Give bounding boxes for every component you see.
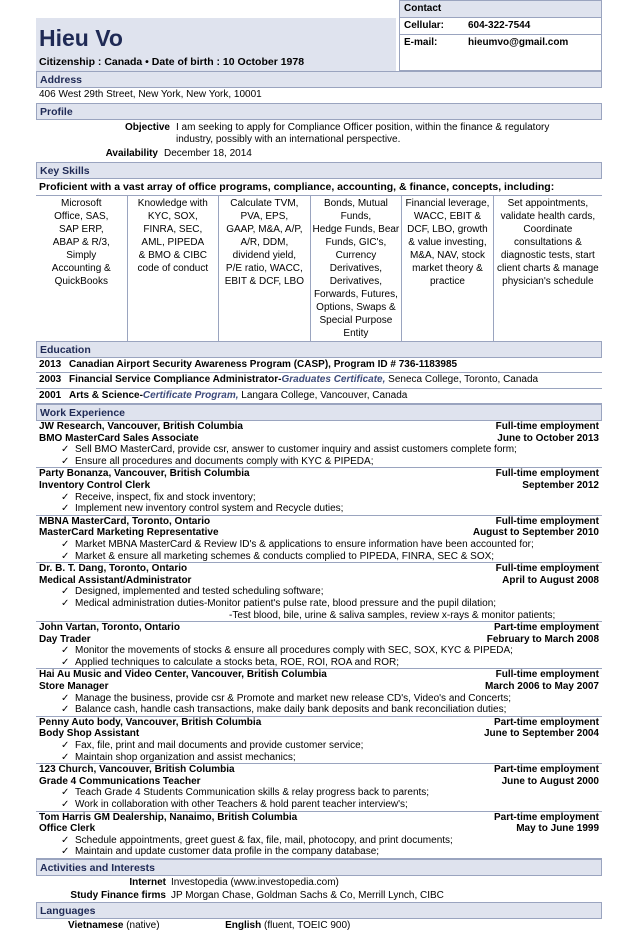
job-company: 123 Church, Vancouver, British Columbia xyxy=(39,764,235,776)
skill-item: practice xyxy=(429,275,465,287)
job-role-row xyxy=(39,681,599,693)
job-role-row xyxy=(39,728,599,740)
activity-finance-label: Study Finance firms xyxy=(70,889,166,901)
job-bullet: ✓ Maintain shop organization and assist mechanics; xyxy=(39,752,599,764)
skill-item: physician's schedule xyxy=(502,275,594,287)
email-label: E-mail: xyxy=(404,37,438,48)
job-bullet: ✓ Designed, implemented and tested scheduling software; xyxy=(39,586,599,598)
job-bullet: ✓ Applied techniques to calculate a stocks beta, ROE, ROI, ROA and ROR; xyxy=(39,657,599,669)
skill-item: validate health cards, xyxy=(500,210,596,222)
work-experience-list xyxy=(36,421,602,859)
job-bullet: ✓ Maintain and update customer data profile in the company database; xyxy=(39,846,599,858)
job-bullet: ✓ Balance cash, handle cash transactions, make daily bank deposits and bank reconciliation duties; xyxy=(39,704,599,716)
skill-item: QuickBooks xyxy=(54,275,108,287)
job-role: Inventory Control Clerk xyxy=(39,479,151,491)
job-bullet: ✓ Medical administration duties-Monitor patient's pulse rate, blood pressure and the pupil dilation; xyxy=(39,598,599,610)
skills-intro: Proficient with a vast array of office programs, compliance, accounting, & finance, concepts, including: xyxy=(39,180,555,193)
education-section-title: Education xyxy=(36,341,602,358)
job-type: Full-time employment xyxy=(495,468,599,480)
language-1-level: (native) xyxy=(126,919,160,931)
cell-value: 604-322-7544 xyxy=(468,20,531,31)
job-bullet: ✓ Receive, inspect, fix and stock inventory; xyxy=(39,492,599,504)
job-role: Store Manager xyxy=(39,681,109,693)
availability-label: Availability xyxy=(105,147,158,159)
job-entry xyxy=(36,622,602,669)
job-company-row xyxy=(39,669,599,681)
job-role-row xyxy=(39,776,599,788)
skill-item: client charts & manage xyxy=(497,262,599,274)
job-role: Office Clerk xyxy=(39,823,96,835)
education-degree: Financial Service Compliance Administrator- xyxy=(69,374,282,385)
skill-column xyxy=(219,196,311,341)
education-school: Seneca College, Toronto, Canada xyxy=(385,374,539,385)
job-type: Full-time employment xyxy=(495,421,599,432)
job-bullet-continuation: -Test blood, bile, urine & saliva samples, review x-rays & monitor patients; xyxy=(229,609,556,621)
profile-section-title: Profile xyxy=(36,103,602,120)
language-2: English xyxy=(225,919,262,931)
objective-row xyxy=(36,120,602,146)
job-type: Part-time employment xyxy=(493,622,599,634)
contact-email-row xyxy=(400,35,601,52)
skill-item: Office, SAS, xyxy=(54,210,109,222)
job-company-row xyxy=(39,717,599,729)
job-entry xyxy=(36,812,602,859)
skill-column xyxy=(494,196,602,341)
languages-row xyxy=(36,919,602,933)
job-dates: June to October 2013 xyxy=(497,432,599,444)
skill-item: M&A, NAV, stock xyxy=(409,249,485,261)
skill-column xyxy=(36,196,128,341)
skill-item: Options, Swaps & xyxy=(316,301,396,313)
job-role-row xyxy=(39,527,599,539)
job-company-row xyxy=(39,764,599,776)
skill-item: EBIT & DCF, LBO xyxy=(224,275,305,287)
skill-column xyxy=(311,196,403,341)
skill-item: KYC, SOX, xyxy=(147,210,198,222)
job-bullet: ✓ Work in collaboration with other Teachers & hold parent teacher interview's; xyxy=(39,799,599,811)
job-entry xyxy=(36,563,602,622)
job-entry xyxy=(36,421,602,468)
job-company: Tom Harris GM Dealership, Nanaimo, British Columbia xyxy=(39,811,298,823)
resume-header xyxy=(36,0,602,71)
job-entry xyxy=(36,468,602,515)
job-company: Penny Auto body, Vancouver, British Columbia xyxy=(39,716,262,728)
job-dates: June to August 2000 xyxy=(501,775,599,787)
skill-item: Accounting & xyxy=(51,262,111,274)
skill-column xyxy=(402,196,494,341)
skill-item: DCF, LBO, growth xyxy=(407,223,488,235)
language-2-level: (fluent, TOEIC 900) xyxy=(264,919,351,931)
job-type: Part-time employment xyxy=(493,764,599,776)
job-bullet: ✓ Teach Grade 4 Students Communication skills & relay progress back to parents; xyxy=(39,787,599,799)
skill-item: AML, PIPEDA xyxy=(141,236,205,248)
job-role-row xyxy=(39,575,599,587)
skill-item: Simply xyxy=(66,249,97,261)
job-dates: September 2012 xyxy=(522,479,599,491)
job-role: BMO MasterCard Sales Associate xyxy=(39,432,199,444)
candidate-name: Hieu Vo xyxy=(39,25,123,51)
resume-page xyxy=(36,0,602,933)
job-dates: August to September 2010 xyxy=(472,527,599,539)
job-dates: June to September 2004 xyxy=(483,728,599,740)
objective-line-2: industry, possibly with an international perspective. xyxy=(176,133,401,145)
education-degree: Canadian Airport Security Awareness Program (CASP), Program ID # 736-1183985 xyxy=(69,358,458,370)
address-section-title: Address xyxy=(36,71,602,88)
job-company-row xyxy=(39,468,599,480)
skill-item: Bonds, Mutual Funds, xyxy=(323,197,388,222)
education-item xyxy=(36,373,602,389)
skill-item: ABAP & R/3, xyxy=(52,236,110,248)
contact-title: Contact xyxy=(400,1,601,18)
education-year: 2013 xyxy=(39,358,62,370)
job-role: MasterCard Marketing Representative xyxy=(39,527,219,539)
language-1: Vietnamese xyxy=(68,919,124,931)
job-type: Part-time employment xyxy=(493,811,599,823)
skill-item: A/R, DDM, xyxy=(240,236,289,248)
job-role: Grade 4 Communications Teacher xyxy=(39,775,201,787)
activity-internet-row xyxy=(36,876,602,889)
education-cert: Certificate Program, xyxy=(142,389,239,401)
skills-grid xyxy=(36,195,602,341)
job-entry xyxy=(36,717,602,764)
skill-item: Derivatives, Derivatives, xyxy=(329,262,383,287)
job-bullet: ✓ Schedule appointments, greet guest & fax, file, mail, photocopy, and print documents; xyxy=(39,835,599,847)
job-company-row xyxy=(39,421,599,433)
job-dates: February to March 2008 xyxy=(486,633,599,645)
skill-column xyxy=(128,196,220,341)
availability-row xyxy=(36,146,602,162)
email-value[interactable]: hieumvo@gmail.com xyxy=(468,37,569,48)
job-dates: March 2006 to May 2007 xyxy=(485,681,599,693)
job-dates: April to August 2008 xyxy=(502,574,599,586)
activity-finance-row xyxy=(36,889,602,902)
skill-item: Financial leverage, xyxy=(405,197,490,209)
job-company: JW Research, Vancouver, British Columbia xyxy=(39,421,243,432)
skill-item: consultations & xyxy=(513,236,582,248)
languages-section-title: Languages xyxy=(36,902,602,919)
skill-item: code of conduct xyxy=(137,262,209,274)
education-item xyxy=(36,358,602,374)
job-company: MBNA MasterCard, Toronto, Ontario xyxy=(39,515,211,527)
education-school: Langara College, Vancouver, Canada xyxy=(238,389,408,401)
job-bullet: ✓ Ensure all procedures and documents comply with KYC & PIPEDA; xyxy=(39,456,599,468)
skill-item: Funds, GIC's, Currency xyxy=(325,236,387,261)
skill-item: Special Purpose Entity xyxy=(319,314,393,339)
job-company: Party Bonanza, Vancouver, British Columbia xyxy=(39,468,250,480)
job-role: Body Shop Assistant xyxy=(39,728,140,740)
job-company-row xyxy=(39,622,599,634)
skill-item: GAAP, M&A, A/P, xyxy=(226,223,303,235)
skill-item: Coordinate xyxy=(523,223,573,235)
job-company: Hai Au Music and Video Center, Vancouver, British Columbia xyxy=(39,669,327,681)
skill-item: & BMO & CIBC xyxy=(138,249,207,261)
job-company: Dr. B. T. Dang, Toronto, Ontario xyxy=(39,563,188,575)
activity-internet-value: Investopedia (www.investopedia.com) xyxy=(171,876,339,888)
job-bullet: ✓ Monitor the movements of stocks & ensure all procedures comply with SEC, SOX, KYC & PIPEDA; xyxy=(39,645,599,657)
education-cert: Graduates Certificate, xyxy=(281,374,386,385)
education-degree: Arts & Science- xyxy=(69,389,143,401)
cell-label: Cellular: xyxy=(404,20,445,31)
job-type: Full-time employment xyxy=(495,669,599,681)
skill-item: FINRA, SEC, xyxy=(143,223,203,235)
skill-item: PVA, EPS, xyxy=(240,210,289,222)
skill-item: SAP ERP, xyxy=(58,223,104,235)
contact-box xyxy=(399,0,602,71)
job-bullet: ✓ Market & ensure all marketing schemes & conducts complied to PIPEDA, FINRA, SEC & SOX; xyxy=(39,551,599,563)
availability-value: December 18, 2014 xyxy=(164,147,252,159)
education-item xyxy=(36,389,602,405)
job-company-row xyxy=(39,516,599,528)
skill-item: dividend yield, xyxy=(232,249,297,261)
job-company-row xyxy=(39,563,599,575)
job-role-row xyxy=(39,480,599,492)
job-role-row xyxy=(39,433,599,445)
job-bullet: ✓ Manage the business, provide csr & Promote and market new release CD's, Video's and Concerts; xyxy=(39,693,599,705)
skill-item: market theory & xyxy=(412,262,483,274)
education-year: 2001 xyxy=(39,389,62,401)
skill-item: Forwards, Futures, xyxy=(313,288,398,300)
job-bullet: ✓ Market MBNA MasterCard & Review ID's & applications to ensure information have been accounted for; xyxy=(39,539,599,551)
job-bullet: ✓ Implement new inventory control system and Recycle duties; xyxy=(39,503,599,515)
skill-item: Knowledge with xyxy=(137,197,208,209)
objective-value xyxy=(176,120,602,146)
skill-item: Calculate TVM, xyxy=(230,197,299,209)
job-role-row xyxy=(39,634,599,646)
job-type: Full-time employment xyxy=(495,515,599,527)
job-bullet: ✓ Fax, file, print and mail documents and provide customer service; xyxy=(39,740,599,752)
skill-item: Hedge Funds, Bear xyxy=(312,223,400,235)
activities-section-title: Activities and Interests xyxy=(36,859,602,876)
skill-item: diagnostic tests, start xyxy=(500,249,595,261)
job-dates: May to June 1999 xyxy=(516,823,599,835)
job-entry xyxy=(36,764,602,811)
address-value: 406 West 29th Street, New York, New York, 10001 xyxy=(39,89,262,100)
contact-cell-row xyxy=(400,18,601,35)
job-role: Day Trader xyxy=(39,633,91,645)
skills-section-title: Key Skills xyxy=(36,162,602,179)
job-type: Full-time employment xyxy=(495,563,599,575)
skill-item: P/E ratio, WACC, xyxy=(225,262,303,274)
job-bullet: ✓ Sell BMO MasterCard, provide csr, answer to customer inquiry and assist customers complete form; xyxy=(39,444,599,456)
objective-label: Objective xyxy=(124,121,170,133)
work-section-title: Work Experience xyxy=(36,404,602,421)
activity-internet-label: Internet xyxy=(129,876,166,888)
name-banner xyxy=(36,18,396,71)
skill-item: WACC, EBIT & xyxy=(413,210,482,222)
job-company-row xyxy=(39,812,599,824)
skill-item: Set appointments, xyxy=(507,197,589,209)
objective-line-1: I am seeking to apply for Compliance Officer position, within the finance & regulatory xyxy=(176,121,550,133)
skill-item: Microsoft xyxy=(60,197,102,209)
activity-finance-value: JP Morgan Chase, Goldman Sachs & Co, Merrill Lynch, CIBC xyxy=(171,889,444,901)
skill-item: & value investing, xyxy=(408,236,487,248)
education-year: 2003 xyxy=(39,374,62,385)
citizenship-line: Citizenship : Canada • Date of birth : 10 October 1978 xyxy=(39,56,305,68)
job-company: John Vartan, Toronto, Ontario xyxy=(39,622,180,634)
job-entry xyxy=(36,669,602,716)
job-role-row xyxy=(39,823,599,835)
job-role: Medical Assistant/Administrator xyxy=(39,574,192,586)
job-entry xyxy=(36,516,602,563)
job-type: Part-time employment xyxy=(493,716,599,728)
